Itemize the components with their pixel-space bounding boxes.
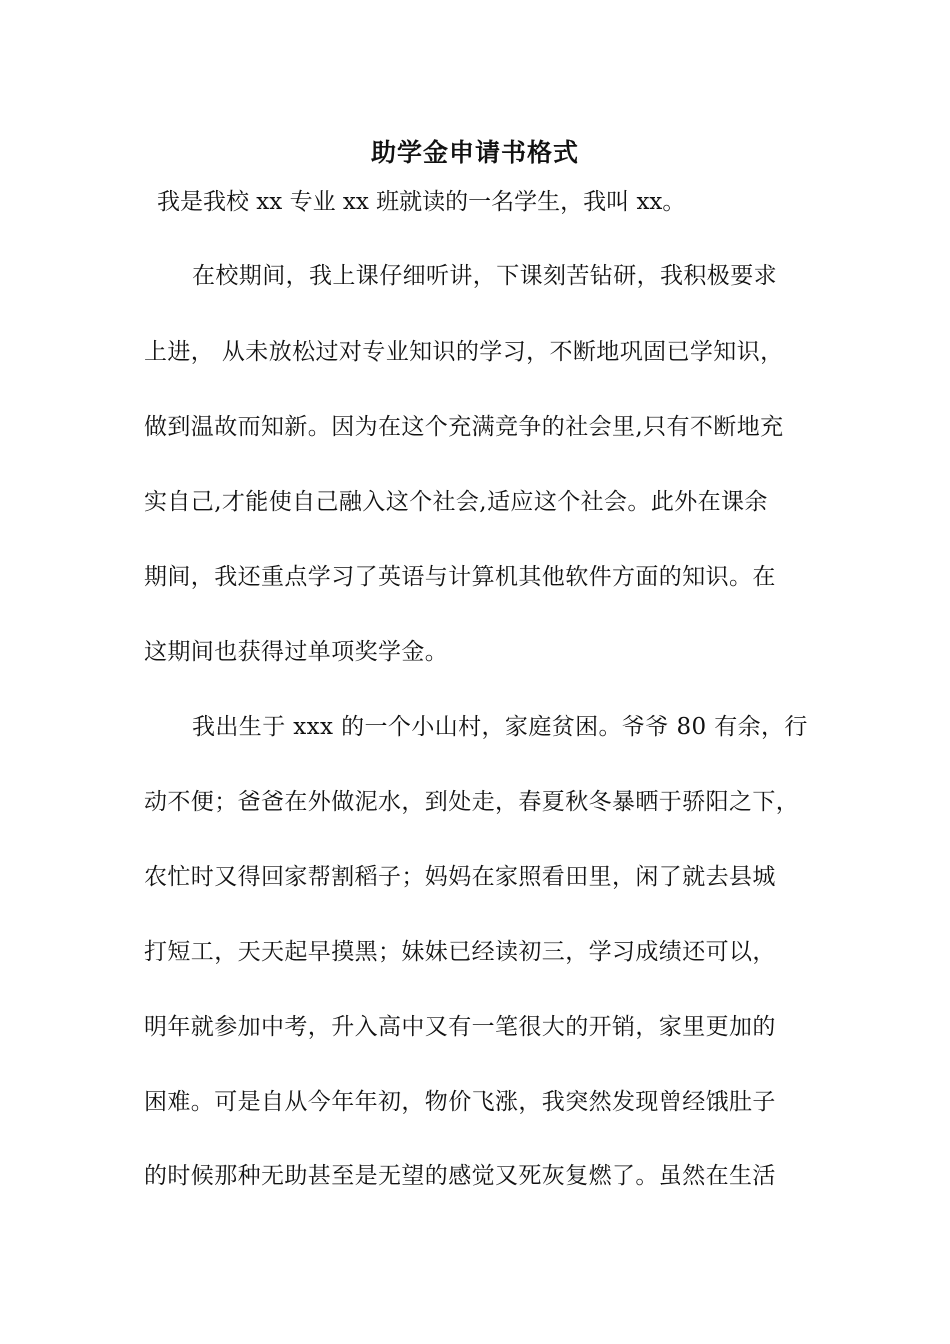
paragraph-line: 这期间也获得过单项奖学金。 xyxy=(144,639,449,665)
paragraph-line: 动不便；爸爸在外做泥水，到处走，春夏秋冬暴晒于骄阳之下， xyxy=(144,789,800,815)
document-title: 助学金申请书格式 xyxy=(370,138,579,167)
paragraph-line: 上进， 从未放松过对专业知识的学习，不断地巩固已学知识， xyxy=(144,339,784,365)
paragraph-line: 实自己,才能使自己融入这个社会,适应这个社会。此外在课余 xyxy=(144,489,768,515)
paragraph-line: 在校期间，我上课仔细听讲，下课刻苦钻研，我积极要求 xyxy=(192,263,777,289)
paragraph-line: 打短工，天天起早摸黑；妹妹已经读初三，学习成绩还可以， xyxy=(144,939,776,965)
paragraph-line: 期间，我还重点学习了英语与计算机其他软件方面的知识。在 xyxy=(144,564,776,590)
paragraph-line: 农忙时又得回家帮割稻子；妈妈在家照看田里，闲了就去县城 xyxy=(144,864,776,890)
paragraph-line: 的时候那种无助甚至是无望的感觉又死灰复燃了。虽然在生活 xyxy=(144,1163,776,1189)
paragraph-line: 我出生于 xxx 的一个小山村，家庭贫困。爷爷 80 有余，行 xyxy=(192,714,808,740)
intro-line: 我是我校 xx 专业 xx 班就读的一名学生，我叫 xx。 xyxy=(157,189,686,215)
paragraph-line: 明年就参加中考，升入高中又有一笔很大的开销，家里更加的 xyxy=(144,1014,776,1040)
paragraph-line: 做到温故而知新。因为在这个充满竞争的社会里,只有不断地充 xyxy=(144,414,784,440)
paragraph-line: 困难。可是自从今年年初，物价飞涨，我突然发现曾经饿肚子 xyxy=(144,1089,776,1115)
